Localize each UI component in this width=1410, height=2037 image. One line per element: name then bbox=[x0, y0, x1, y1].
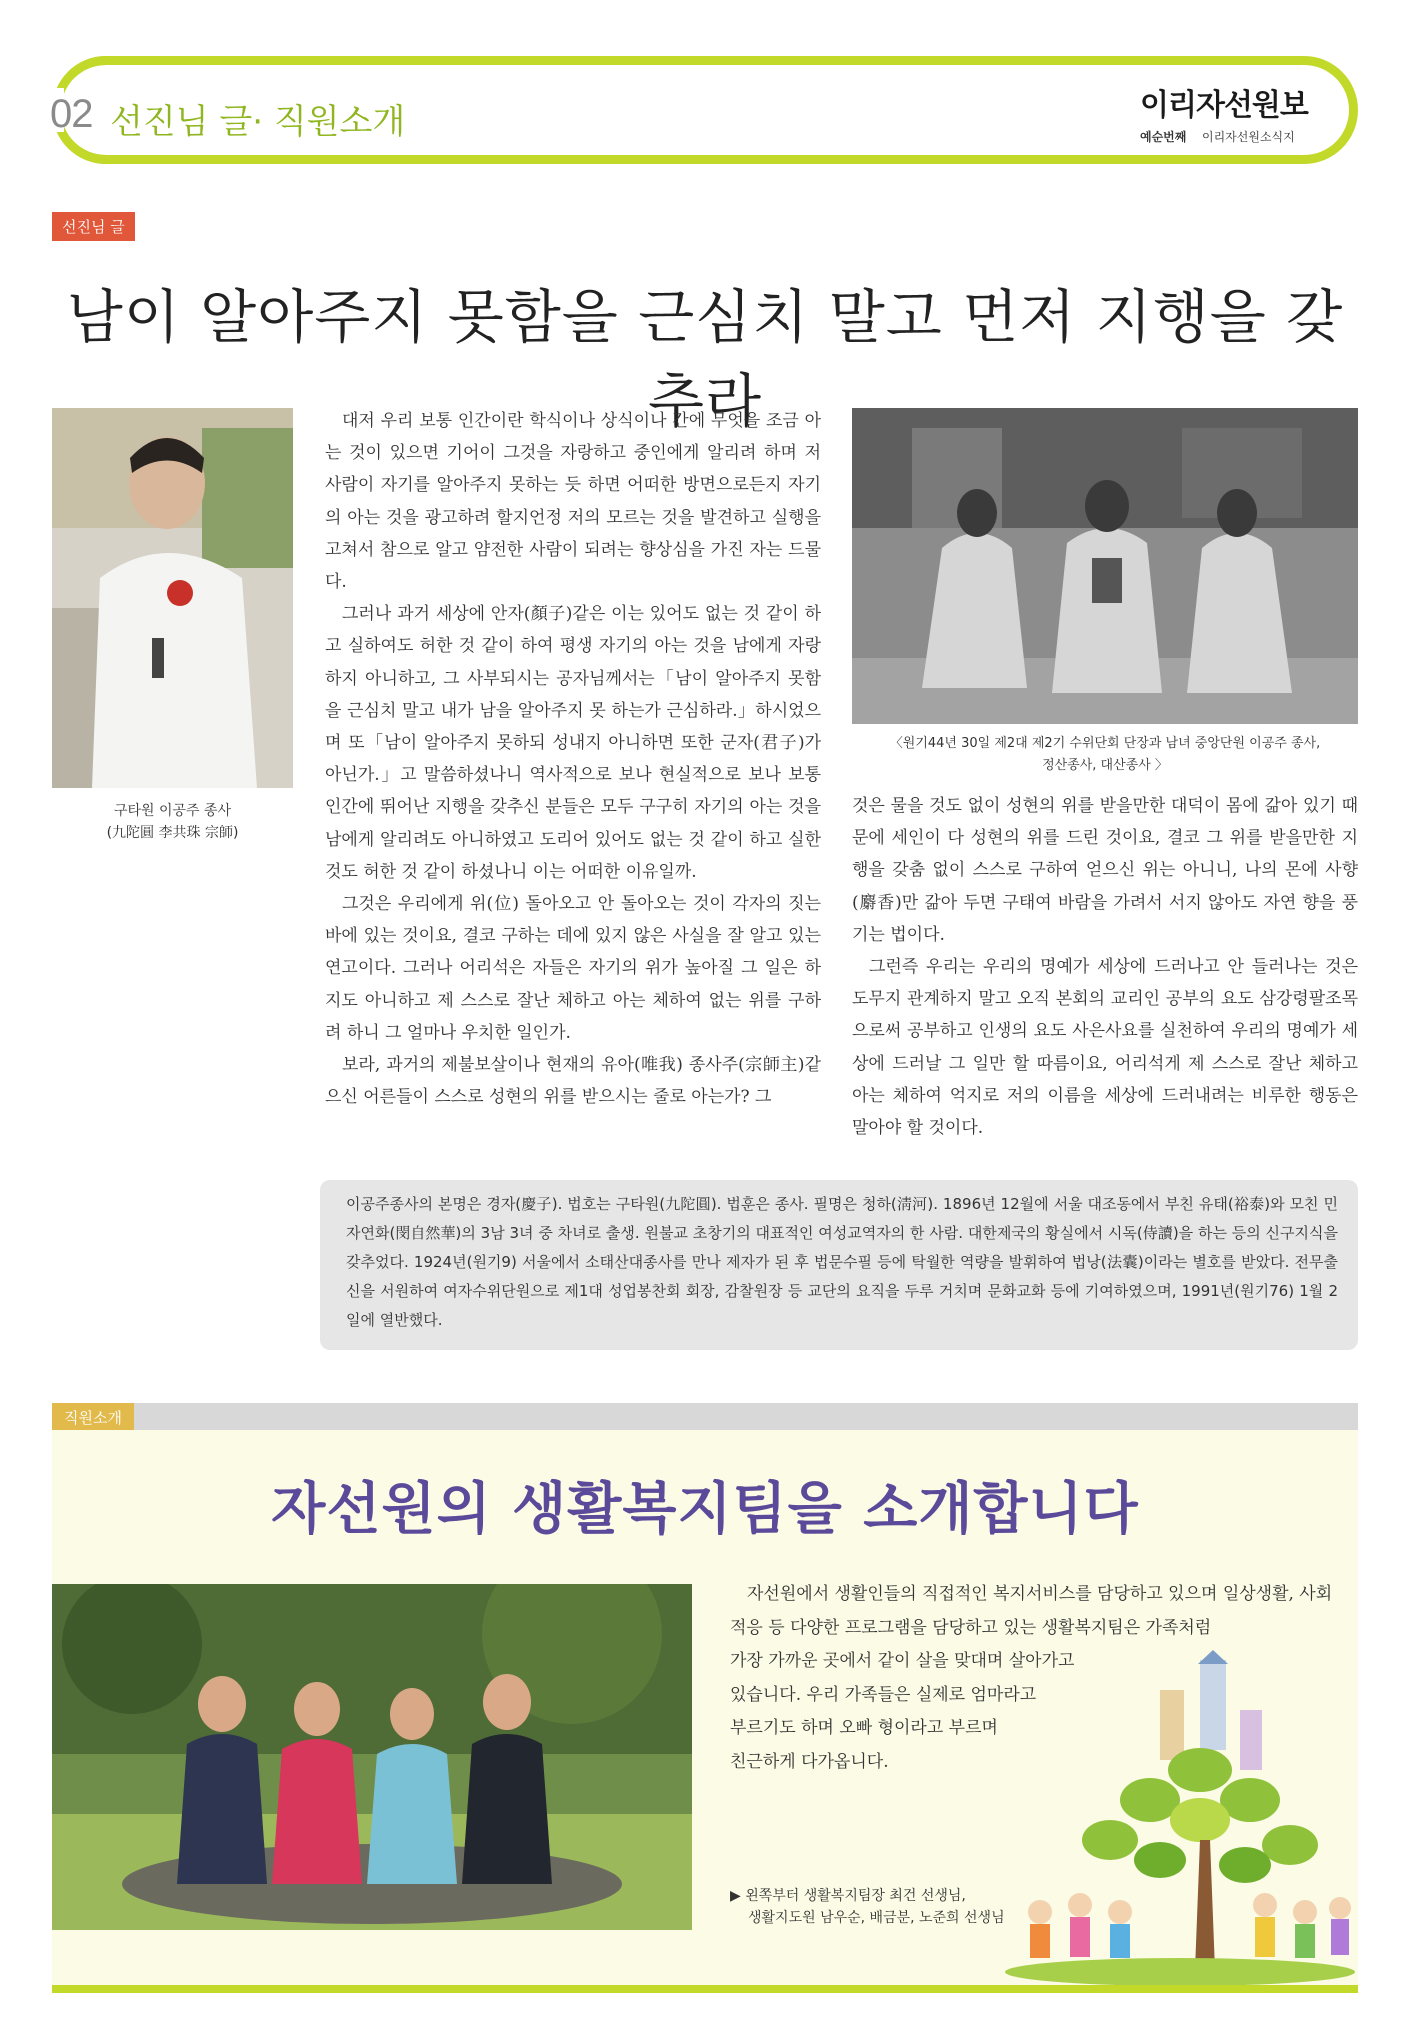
section-title-separator: · bbox=[252, 102, 263, 142]
staff-intro-line: 부르기도 하며 오빠 형이라고 부르며 bbox=[730, 1718, 998, 1738]
staff-team-photo-image bbox=[52, 1584, 692, 1930]
section-title bbox=[110, 94, 405, 143]
article-paragraph: 보라, 과거의 제불보살이나 현재의 유아(唯我) 종사주(宗師主)같으신 어른들이 스스로 성현의 위를 받으시는 줄로 아는가? 그 bbox=[325, 1055, 821, 1108]
staff-photo-caption-line2: 생활지도원 남우순, 배금분, 노준희 선생님 bbox=[748, 1910, 1005, 1926]
article-column-1 bbox=[325, 405, 821, 1113]
staff-section-bar bbox=[52, 1403, 1358, 1430]
article-column-2 bbox=[852, 790, 1358, 1144]
logo-subtitle-issue: 예순번째 bbox=[1140, 130, 1187, 144]
portrait-caption-name: 구타원 이공주 종사 bbox=[113, 803, 232, 819]
portrait-photo-image bbox=[52, 408, 293, 788]
logo-subtitle-name: 이리자선원소식지 bbox=[1202, 130, 1295, 144]
article-paragraph: 그러나 과거 세상에 안자(顏子)같은 이는 있어도 없는 것 같이 하고 실하여도 허한 것 같이 하여 평생 자기의 아는 것을 남에게 자랑하지 아니하고, 그 사부되시는 공자님께서는「남이 알아주지 못함을 근심치 말고 내가 남을 알아주지 못 하는가 근심하라.」하시었으며 또「남이 알아주지 못하되 성내지 아니하면 또한 군자(君子)가 아닌가.」고 말씀하셨나니 역사적으로 보나 현실적으로 보나 보통 인간에 뛰어난 지행을 갖추신 분들은 모두 구구히 자기의 아는 것을 남에게 알리려도 아니하였고 도리어 있어도 없는 것 같이 하고 실한 것도 허한 것 같이 하셨나니 이는 어떠한 이유일까. bbox=[325, 604, 821, 882]
article-tag: 선진님 글 bbox=[52, 212, 135, 241]
staff-section-tag: 직원소개 bbox=[52, 1403, 134, 1432]
staff-headline: 자선원의 생활복지팀을 소개합니다 bbox=[271, 1477, 1139, 1542]
group-photo-caption-line2: 정산종사, 대산종사 〉 bbox=[1042, 758, 1168, 773]
page-number: 02 bbox=[50, 92, 93, 136]
staff-intro-line: 자선원에서 생활인들의 직접적인 복지서비스를 담당하고 있으며 일상생활, 사회 bbox=[747, 1584, 1333, 1604]
family-tree-illustration bbox=[1000, 1650, 1355, 1985]
staff-intro-line: 적응 등 다양한 프로그램을 담당하고 있는 생활복지팀은 가족처럼 bbox=[730, 1617, 1212, 1638]
section-title-part2: 직원소개 bbox=[273, 102, 406, 142]
staff-intro-line: 있습니다. 우리 가족들은 실제로 엄마라고 bbox=[730, 1684, 1037, 1705]
historic-group-photo-image bbox=[852, 408, 1358, 724]
staff-intro-line: 친근하게 다가옵니다. bbox=[730, 1751, 889, 1772]
article-paragraph: 것은 물을 것도 없이 성현의 위를 받을만한 대덕이 몸에 갊아 있기 때문에 세인이 다 성현의 위를 드린 것이요, 결코 그 위를 받을만한 지행을 갖춤 없이 스스로 구하여 얻으신 위는 아니니, 나의 몬에 사향(麝香)만 갊아 두면 구태여 바람을 가려서 서지 않아도 자연 향을 풍기는 법이다. bbox=[852, 796, 1358, 945]
portrait-caption-hanja: (九陀圓 李共珠 宗師) bbox=[106, 825, 239, 841]
staff-photo-caption-line1: ▶ 왼쪽부터 생활복지팀장 최건 선생님, bbox=[730, 1888, 966, 1904]
section-title-part1: 선진님 글 bbox=[110, 102, 253, 142]
group-photo-caption-line1: 〈원기44년 30일 제2대 제2기 수위단회 단장과 남녀 중앙단원 이공주 종사, bbox=[889, 736, 1321, 751]
portrait-photo bbox=[52, 408, 293, 788]
logo-text: 이리자선원보 bbox=[1140, 88, 1308, 123]
biography-box: 이공주종사의 본명은 경자(慶子). 법호는 구타원(九陀圓). 법훈은 종사. 필명은 청하(淸河). 1896년 12월에 서울 대조동에서 부친 유태(裕泰)와 모친 민자연화(閔自然華)의 3남 3녀 중 차녀로 출생. 원불교 초창기의 대표적인 여성교역자의 한 사람. 대한제국의 황실에서 시독(侍讀)을 하는 등의 신구지식을 갖추었다. 1924년(원기9) 서울에서 소태산대종사를 만나 제자가 된 후 법문수필 등에 탁월한 역량을 발휘하여 법낭(法囊)이라는 별호를 받았다. 전무출신을 서원하여 여자수위단원으로 제1대 성업봉찬회 회장, 감찰원장 등 교단의 요직을 두루 거치며 문화교화 등에 기여하였으며, 1991년(원기76) 1월 2일에 열반했다. bbox=[320, 1180, 1358, 1350]
bottom-rule bbox=[52, 1985, 1358, 1993]
staff-intro-line: 가장 가까운 곳에서 같이 살을 맞대며 살아가고 bbox=[730, 1651, 1075, 1671]
article-paragraph: 그것은 우리에게 위(位) 돌아오고 안 돌아오는 것이 각자의 짓는 바에 있는 것이요, 결코 구하는 데에 있지 않은 사실을 잘 알고 있는 연고이다. 그러나 어리석은 자들은 자기의 위가 높아질 그 일은 하지도 아니하고 제 스스로 잘난 체하고 아는 체하여 없는 위를 구하려 하니 그 얼마나 우치한 일인가. bbox=[325, 894, 821, 1043]
article-paragraph: 대저 우리 보통 인간이란 학식이나 상식이나 간에 무엇을 조금 아는 것이 있으면 기어이 그것을 자랑하고 중인에게 알리려 하며 저 사람이 자기를 알아주지 못하는 듯 하면 어떠한 방면으로든지 자기의 아는 것을 광고하려 할지언정 저의 모르는 것을 발견하고 실행을 고쳐서 참으로 알고 얌전한 사람이 되려는 향상심을 가진 자는 드물다. bbox=[325, 411, 821, 593]
staff-team-photo bbox=[52, 1584, 692, 1930]
article-paragraph: 그런즉 우리는 우리의 명예가 세상에 드러나고 안 들러나는 것은 도무지 관계하지 말고 오직 본회의 교리인 공부의 요도 삼강령팔조목으로써 공부하고 인생의 요도 사은사요를 실천하여 우리의 명예가 세상에 드러날 그 일만 할 따름이요, 어리석게 제 스스로 잘난 체하고 아는 체하여 억지로 저의 이름을 세상에 드러내려는 비루한 행동은 말아야 할 것이다. bbox=[852, 957, 1358, 1139]
article-headline: 남이 알아주지 못함을 근심치 말고 먼저 지행을 갖추라 bbox=[66, 283, 1344, 435]
newsletter-logo bbox=[1140, 80, 1308, 124]
historic-group-photo bbox=[852, 408, 1358, 724]
tree-people-illustration bbox=[1000, 1650, 1355, 1985]
